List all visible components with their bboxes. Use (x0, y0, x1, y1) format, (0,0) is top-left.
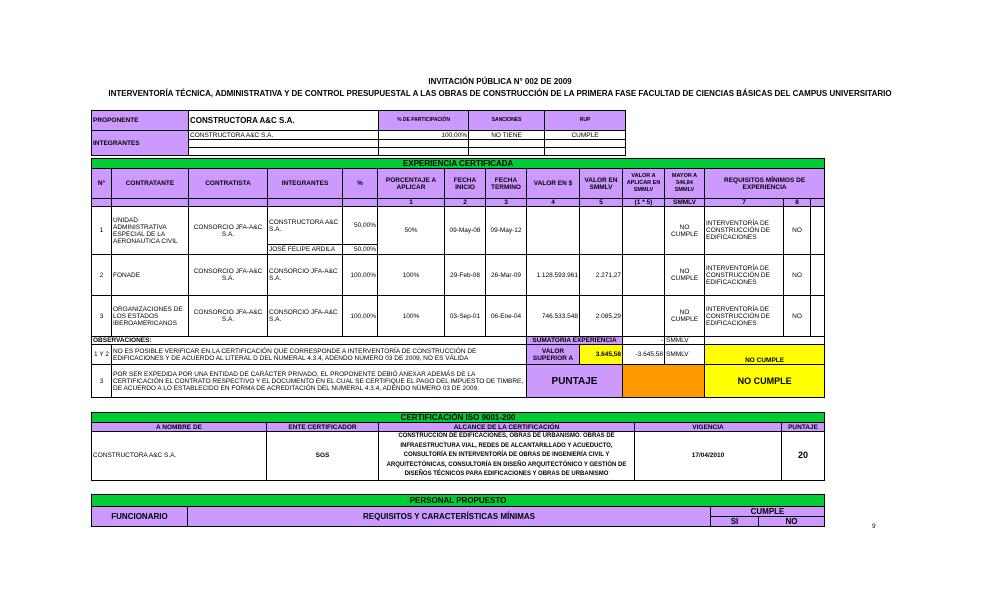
iso-nombre: CONSTRUCTORA A&C S.A. (92, 432, 267, 481)
obs3-number: 3 (92, 365, 112, 398)
row-pct: 50,00% (343, 207, 378, 245)
experiencia-title: EXPERIENCIA CERTIFICADA (92, 159, 825, 169)
row-fecha-inicio: 29-Feb-08 (445, 255, 486, 296)
personal-col-requisitos: REQUISITOS Y CARACTERÍSTICAS MÍNIMAS (188, 507, 711, 527)
row-resultado: NO (784, 296, 811, 337)
col-num-2: 2 (445, 199, 486, 207)
valor-superior-value: 3.645,58 (580, 345, 623, 365)
row-porcentaje: 100% (378, 255, 445, 296)
row-pct: 100,00% (343, 296, 378, 337)
puntaje-label: PUNTAJE (527, 365, 623, 398)
row-smmlv (580, 207, 623, 255)
proponente-name: CONSTRUCTORA A&C S.A. (189, 111, 379, 131)
row-requisito: INTERVENTORÍA DE CONSTRUCCIÓN DE EDIFICACIONES (705, 207, 784, 255)
experiencia-table (91, 158, 825, 398)
obs1-text: NO ES POSIBLE VERIFICAR EN LA CERTIFICACIÓN QUE CORRESPONDE A INTERVENTORÍA DE CONSTRUCCIÓN DE EDIFICACIONES Y DE ACUERDO AL LITERAL D DEL NUMERAL 4.3.4, ADENDO NÚMERO 03 DE 2009, NO ES VÁLIDA (112, 345, 527, 365)
iso-ente: SGS (267, 432, 379, 481)
row-valor: 1.128.593.961 (527, 255, 580, 296)
row-contratista: CONSORCIO JFA-A&C S.A. (189, 296, 268, 337)
iso-alcance: CONSTRUCCIÓN DE EDIFICACIONES, OBRAS DE URBANISMO. OBRAS DE INFRAESTRUCTURA VIAL, REDES DE ALCANTARILLADO Y ACUEDUCTO, CONSULTORÍA EN INTERVENTORÍA DE OBRAS DE INGENIERÍA CIVIL Y ARQUITECTÓNICAS, CONSULTORÍA EN DISEÑO ARQUITECTÓNICO Y GESTIÓN DE DISEÑOS TÉCNICOS PARA EDIFICACIONES Y OBRAS DE URBANISMO (379, 432, 635, 481)
iso-table (91, 412, 825, 481)
valor-superior-diff: -3.645,58 (623, 345, 665, 365)
obs1-number: 1 Y 2 (92, 345, 112, 365)
doc-subtitle: INTERVENTORÍA TÉCNICA, ADMINISTRATIVA Y DE CONTROL PRESUPUESTAL A LAS OBRAS DE CONSTRUCCIÓN DE LA PRIMERA FASE FACULTAD DE CIENCIAS BÁSICAS DEL CAMPUS UNIVERSITARIO (108, 89, 892, 98)
sumatoria-unit: SMMLV (665, 337, 705, 345)
row-contratante: ORGANIZACIONES DE LOS ESTADOS IBEROAMERICANOS (112, 296, 189, 337)
row-valor (527, 207, 580, 255)
integrante-name: CONSTRUCTORA A&C S.A. (189, 131, 379, 140)
sanciones-label: SANCIONES (469, 111, 545, 131)
row-resultado: NO (784, 255, 811, 296)
col-num-6: (1 * 5) (623, 199, 665, 207)
personal-title: PERSONAL PROPUESTO (92, 495, 825, 507)
col-n: N° (92, 169, 112, 199)
iso-col-nombre: A NOMBRE DE (92, 423, 267, 432)
observaciones-label: OBSERVACIONES: (92, 337, 527, 345)
personal-col-si: SI (711, 517, 759, 527)
row-valor: 746.533.548 (527, 296, 580, 337)
iso-col-puntaje: PUNTAJE (782, 423, 825, 432)
col-mayor: MAYOR A 546,84 SMMLV (665, 169, 705, 199)
iso-vigencia: 17/04/2010 (635, 432, 782, 481)
obs3-text: POR SER EXPEDIDA POR UNA ENTIDAD DE CARÁCTER PRIVADO, EL PROPONENTE DEBIÓ ANEXAR ADEMÁS DE LA CERTIFICACIÓN EL CONTRATO RESPECTIVO Y EL DOCUMENTO EN EL CUAL SE CERTIFIQUE EL PAGO DEL IMPUESTO DE TIMBRE, DE ACUERDO A LO ESTABLECIDO EN FORMA DE ACREDITACIÓN DEL NUMERAL 4.3.4, ADENDO NÚMERO 03 DE 2009. (112, 365, 527, 398)
col-fecha-inicio: FECHA INICIO (445, 169, 486, 199)
row-n: 1 (92, 207, 112, 255)
sanciones-value: NO TIENE (469, 131, 545, 140)
row-integrante: CONSORCIO JFA-A&C S.A. (268, 296, 343, 337)
personal-col-cumple: CUMPLE (711, 507, 825, 517)
personal-col-no: NO (759, 517, 825, 527)
valor-superior-unit: SMMLV (665, 345, 705, 365)
row-requisito: INTERVENTORÍA DE CONSTRUCCIÓN DE EDIFICACIONES (705, 255, 784, 296)
row-resultado: NO (784, 207, 811, 255)
col-num-3: 3 (486, 199, 527, 207)
row-smmlv: 2.085,29 (580, 296, 623, 337)
col-aplicar: VALOR A APLICAR EN SMMLV (623, 169, 665, 199)
row-n: 2 (92, 255, 112, 296)
col-num-7: 7 (705, 199, 784, 207)
col-requisitos: REQUISITOS MÍNIMOS DE EXPERIENCIA (705, 169, 825, 199)
col-num-1: 1 (378, 199, 445, 207)
row-mayor: NO CUMPLE (665, 296, 705, 337)
row-mayor: NO CUMPLE (665, 207, 705, 255)
col-num-4: 4 (527, 199, 580, 207)
col-num-8: 8 (784, 199, 811, 207)
proponente-label: PROPONENTE (92, 111, 189, 131)
integrantes-label: INTEGRANTES (92, 131, 189, 156)
col-contratista: CONTRATISTA (189, 169, 268, 199)
participacion-value: 100,00% (379, 131, 469, 140)
row-n: 3 (92, 296, 112, 337)
personal-col-funcionario: FUNCIONARIO (92, 507, 188, 527)
rup-value: CUMPLE (545, 131, 626, 140)
iso-puntaje: 20 (782, 432, 825, 481)
col-num-smmlv: SMMLV (665, 199, 705, 207)
row-contratista: CONSORCIO JFA-A&C S.A. (189, 255, 268, 296)
proponente-table (91, 110, 626, 156)
participacion-label: % DE PARTICIPACIÓN (379, 111, 469, 131)
col-contratante: CONTRATANTE (112, 169, 189, 199)
row-contratista: CONSORCIO JFA-A&C S.A. (189, 207, 268, 255)
col-pct: % (343, 169, 378, 199)
row-requisito: INTERVENTORÍA DE CONSTRUCCIÓN DE EDIFICACIONES (705, 296, 784, 337)
row-aplicar (623, 207, 665, 255)
iso-col-vigencia: VIGENCIA (635, 423, 782, 432)
row-fecha-termino: 26-Mar-09 (486, 255, 527, 296)
table-row (92, 255, 825, 296)
row-fecha-termino: 09-May-12 (486, 207, 527, 255)
rup-label: RUP (545, 111, 626, 131)
col-valor: VALOR EN $ (527, 169, 580, 199)
table-row (92, 296, 825, 337)
col-integrantes: INTEGRANTES (268, 169, 343, 199)
row-contratante: FONADE (112, 255, 189, 296)
col-smmlv: VALOR EN SMMLV (580, 169, 623, 199)
row-porcentaje: 100% (378, 296, 445, 337)
sumatoria-label: SUMATORIA EXPERIENCIA (527, 337, 623, 345)
row-integrante: CONSORCIO JFA-A&C S.A. (268, 255, 343, 296)
table-row (92, 207, 825, 245)
row-smmlv: 2.271,27 (580, 255, 623, 296)
row-integrante-2: JOSÉ FELIPE ARDILA (268, 245, 343, 255)
puntaje-result: NO CUMPLE (705, 365, 825, 398)
row-integrante: CONSTRUCTORA A&C S.A. (268, 207, 343, 245)
col-fecha-termino: FECHA TERMINO (486, 169, 527, 199)
iso-title: CERTIFICACIÓN ISO 9001-200 (92, 413, 825, 423)
iso-col-ente: ENTE CERTIFICADOR (267, 423, 379, 432)
doc-title: INVITACIÓN PÚBLICA N° 002 DE 2009 (428, 77, 572, 86)
col-porcentaje: PORCENTAJE A APLICAR (378, 169, 445, 199)
row-fecha-termino: 06-Ene-04 (486, 296, 527, 337)
valor-superior-result: NO CUMPLE (705, 345, 825, 365)
valor-superior-label: VALOR SUPERIOR A (527, 345, 580, 365)
col-num-5: 5 (580, 199, 623, 207)
row-contratante: UNIDAD ADMINISTRATIVA ESPECIAL DE LA AERONAUTICA CIVIL (112, 207, 189, 255)
sumatoria-value: - (623, 337, 665, 345)
row-aplicar (623, 296, 665, 337)
page-number: 9 (872, 523, 876, 530)
row-pct-2: 50,00% (343, 245, 378, 255)
row-fecha-inicio: 09-May-08 (445, 207, 486, 255)
row-porcentaje: 50% (378, 207, 445, 255)
row-fecha-inicio: 03-Sep-01 (445, 296, 486, 337)
row-aplicar (623, 255, 665, 296)
row-mayor: NO CUMPLE (665, 255, 705, 296)
iso-col-alcance: ALCANCE DE LA CERTIFICACIÓN (379, 423, 635, 432)
row-pct: 100,00% (343, 255, 378, 296)
personal-table (91, 494, 825, 527)
